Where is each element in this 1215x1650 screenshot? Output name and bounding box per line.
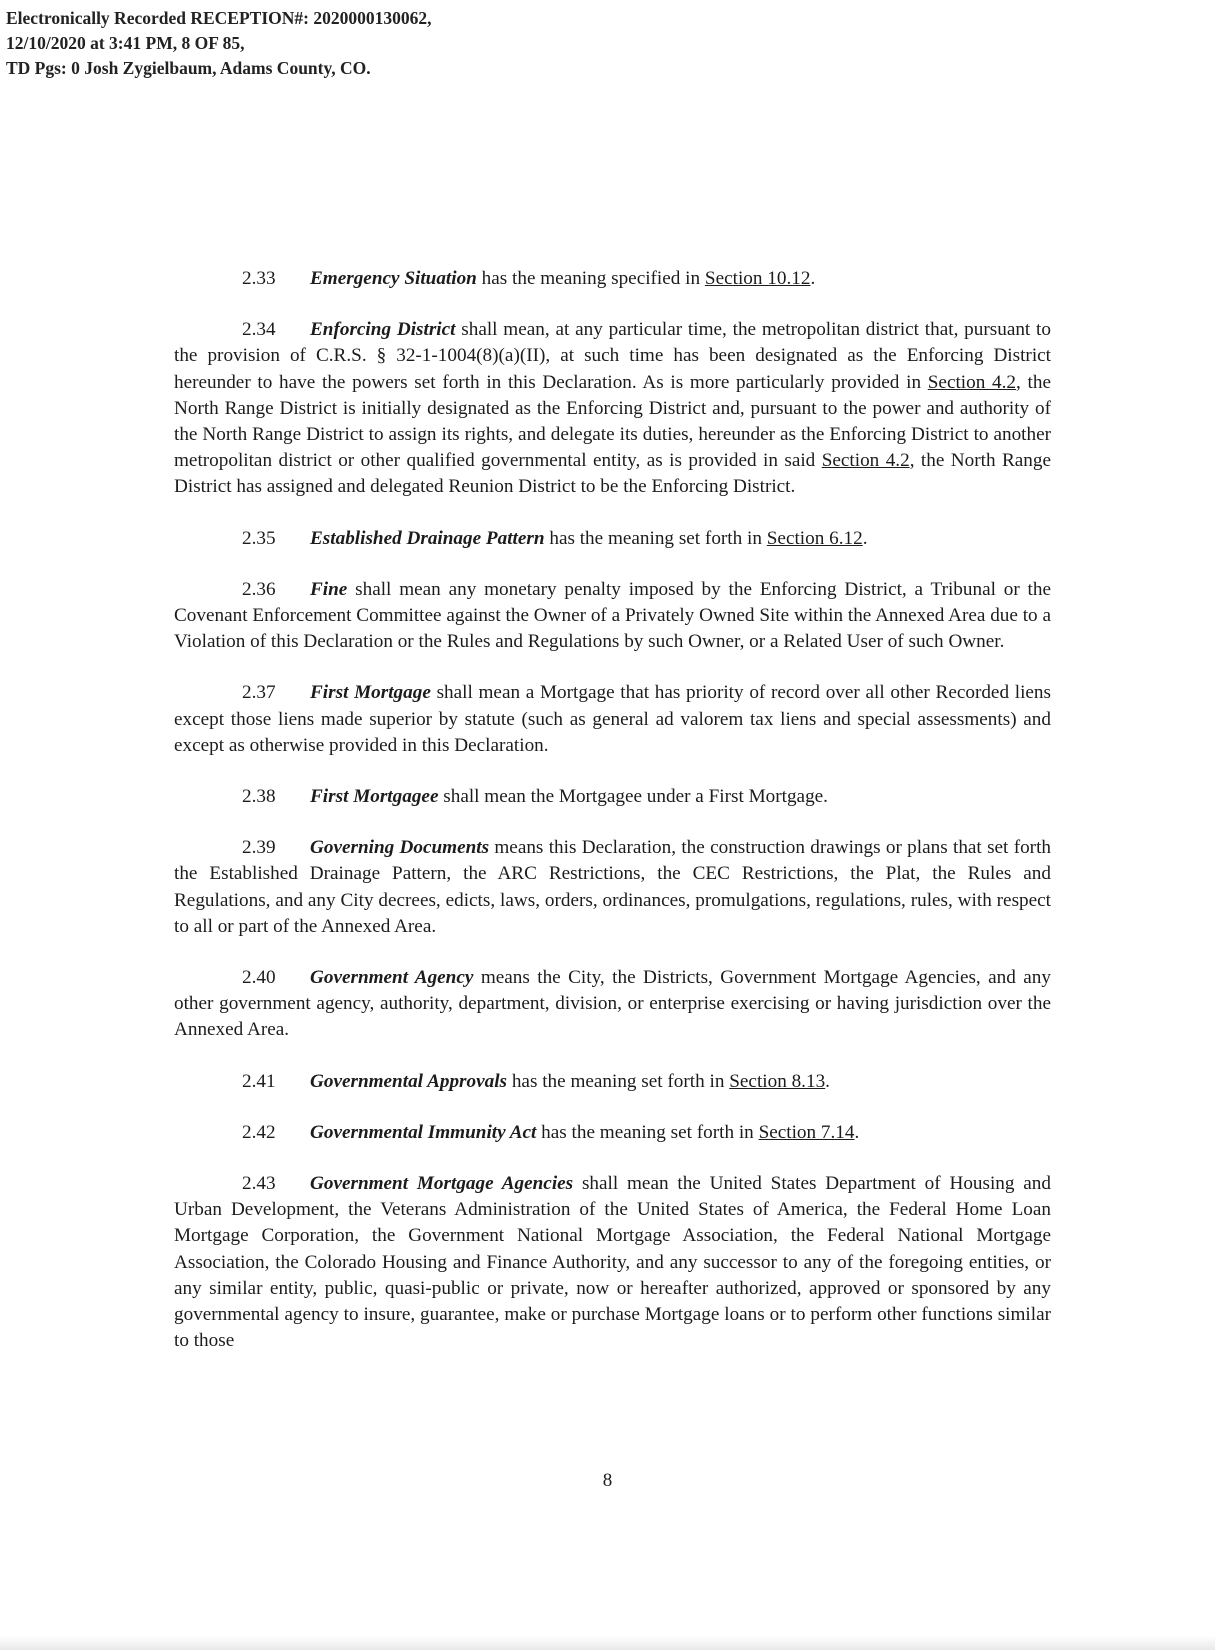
definition-text: shall mean a Mortgage that has priority of record over all other Recorded liens except those liens made superior by statute (such as general ad valorem tax liens and special assessments) and except as otherwise provided in this Declaration. [174,682,1051,756]
definition-text: has the meaning set forth in [544,527,767,549]
definition-text: shall mean, at any particular time, the metropolitan district that, pursuant to the provision of C.R.S. § 32-1-1004(8)(a)(II), at such time has been designated as the Enforcing District hereunder to have the powers set forth in this Declaration. As is more particularly provided in [174,319,1051,393]
definition-text-end: . [862,527,868,549]
definition-term: Fine [310,578,348,600]
definition-number: 2.37 [242,682,276,704]
definition-text: shall mean any monetary penalty imposed by the Enforcing District, a Tribunal or the Covenant Enforcement Committee against the Owner of a Privately Owned Site within the Annexed Area due to a Violation of this Declaration or the Rules and Regulations by such Owner, or a Related User of such Owner. [174,578,1051,653]
section-reference: Section 10.12 [704,268,811,289]
definition-term: Governmental Immunity Act [310,1121,537,1143]
definition-2-33 [174,266,1051,292]
definition-2-34 [174,317,1051,500]
definition-number: 2.38 [242,786,276,808]
section-reference-2: Section 4.2 [821,450,910,472]
definition-term: Government Mortgage Agencies [310,1173,574,1195]
definition-2-42 [174,1120,1051,1146]
definition-text-end: . [854,1121,860,1143]
definition-text: means this Declaration, the construction drawings or plans that set forth the Established Drainage Pattern, the ARC Restrictions, the CEC Restrictions, the Plat, the Rules and Regulations, and any City decrees, edicts, laws, orders, ordinances, promulgations, regulations, rules, with respect to all or part of the Annexed Area. [174,837,1051,937]
definition-number: 2.40 [242,967,276,989]
definition-term: Governmental Approvals [310,1070,508,1092]
definition-2-40 [174,965,1051,1044]
definition-2-39 [174,835,1051,940]
definition-text: shall mean the Mortgagee under a First Mortgage. [438,786,828,808]
section-reference: Section 6.12 [766,527,863,549]
definition-number: 2.42 [242,1121,276,1143]
definition-2-43 [174,1171,1051,1354]
definition-term: Governing Documents [310,837,490,859]
definition-term: First Mortgage [310,682,431,704]
definition-number: 2.33 [242,268,276,289]
definition-text: has the meaning set forth in [507,1070,730,1092]
definitions-body [174,266,1051,1380]
definition-2-41 [174,1069,1051,1095]
definition-term: Established Drainage Pattern [310,527,545,549]
section-reference: Section 4.2 [927,371,1017,393]
definition-text-end: , the North Range District has assigned and delegated Reunion District to be the Enforcing District. [174,450,1052,498]
definition-text: means the City, the Districts, Government Mortgage Agencies, and any other government agency, authority, department, division, or enterprise exercising or having jurisdiction over the Annexed Area. [174,967,1051,1041]
definition-text-end: . [810,268,816,289]
definition-text: has the meaning specified in [476,268,705,289]
definition-text: shall mean the United States Department of Housing and Urban Development, the Veterans Administration of the United States of America, the Federal Home Loan Mortgage Corporation, the Government National Mortgage Association, the Federal National Mortgage Association, the Colorado Housing and Finance Authority, and any successor to any of the foregoing entities, or any similar entity, public, quasi-public or private, now or hereafter authorized, approved or sponsored by any governmental agency to insure, guarantee, make or purchase Mortgage loans or to perform other functions similar to those [174,1173,1051,1352]
definition-term: Enforcing District [310,319,456,341]
section-reference: Section 8.13 [729,1070,826,1092]
definition-text: has the meaning set forth in [536,1121,759,1143]
definition-number: 2.39 [242,837,276,859]
stamp-county-line: TD Pgs: 0 Josh Zygielbaum, Adams County, CO. [6,58,371,78]
definition-text-middle: , the North Range District is initially designated as the Enforcing District and, pursuant to the power and authority of the North Range District to assign its rights, and delegate its duties, hereunder as the Enforcing District to another metropolitan district or other qualified governmental entity, as is provided in said [174,371,1051,472]
definition-number: 2.34 [242,319,276,341]
page-number: 8 [602,1470,613,1491]
section-reference: Section 7.14 [758,1121,855,1143]
definition-number: 2.35 [242,527,276,549]
definition-term: First Mortgagee [310,786,439,808]
definition-term: Government Agency [310,967,474,989]
definition-2-36 [174,577,1051,656]
definition-number: 2.36 [242,578,276,600]
recording-stamp [6,6,431,81]
definition-2-35 [174,526,1051,552]
definition-2-37 [174,680,1051,759]
definition-term: Emergency Situation [310,268,477,289]
definition-text-end: . [825,1070,830,1092]
definition-number: 2.41 [242,1070,276,1092]
stamp-reception-line: Electronically Recorded RECEPTION#: 2020000130062, [6,8,432,28]
definition-2-38 [174,784,1051,810]
stamp-date-line: 12/10/2020 at 3:41 PM, 8 OF 85, [6,33,245,53]
scan-edge-shadow [0,1636,1215,1650]
definition-number: 2.43 [242,1173,276,1195]
